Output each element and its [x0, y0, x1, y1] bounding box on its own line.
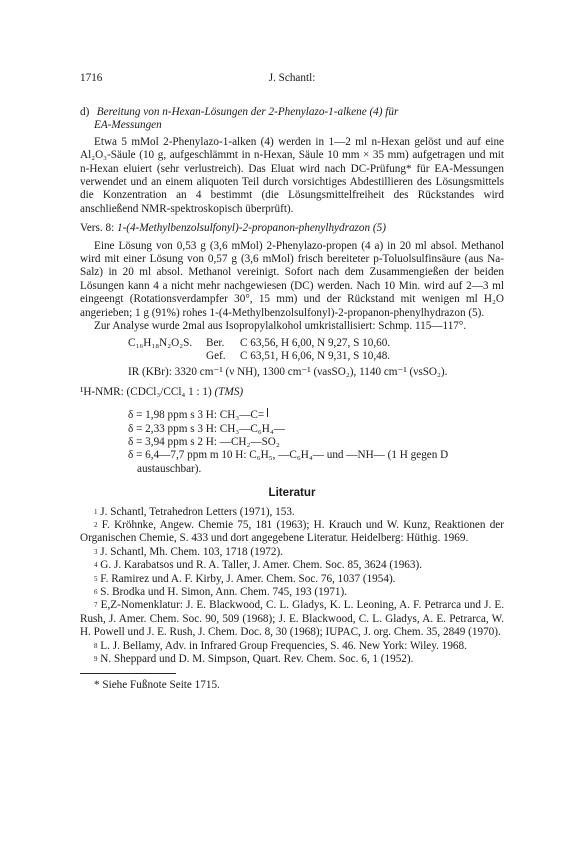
section-d-heading	[80, 106, 504, 133]
ir-data: IR (KBr): 3320 cm⁻¹ (ν NH), 1300 cm⁻¹ (νasSO₂), 1140 cm⁻¹ (νsSO₂).	[128, 366, 448, 379]
reference-item	[80, 546, 504, 559]
reference-text: S. Brodka und H. Simon, Ann. Chem. 745, 193 (1971).	[100, 586, 348, 598]
gef-label: Gef.	[206, 349, 226, 362]
journal-page	[80, 72, 504, 693]
footnote-divider	[80, 673, 176, 674]
running-head-author: J. Schantl:	[268, 72, 316, 84]
reference-item	[80, 586, 504, 599]
reference-text: J. Schantl, Mh. Chem. 103, 1718 (1972).	[100, 545, 284, 558]
nmr-shift-list	[80, 409, 504, 476]
nmr-line-1-text: δ = 1,98 ppm s 3 H: CH₃—C=	[128, 409, 265, 422]
nmr-reference: (TMS)	[214, 385, 244, 398]
reference-list	[80, 506, 504, 667]
reference-item	[80, 506, 504, 519]
ber-values: C 63,56, H 6,00, N 9,27, S 10,60.	[240, 336, 391, 349]
reference-item	[80, 599, 504, 639]
nmr-line-3: δ = 3,94 ppm s 2 H: —CH₂—SO₂	[128, 435, 280, 448]
reference-text: L. J. Bellamy, Adv. in Infrared Group Frequencies, S. 46. New York: Wiley. 1968.	[100, 639, 467, 652]
reference-text: G. J. Karabatsos und R. A. Taller, J. Amer. Chem. Soc. 85, 3624 (1963).	[100, 559, 423, 572]
nmr-line-1	[128, 409, 504, 422]
molecular-formula: C₁₆H₁₈N₂O₂S.	[128, 336, 193, 349]
reference-number: 6	[94, 588, 98, 596]
section-d-title: Bereitung von n-Hexan-Lösungen der 2-Phenylazo-1-alkene (4) für	[96, 106, 399, 118]
section-d-label: d)	[80, 106, 90, 118]
nmr-line-2: δ = 2,33 ppm s 3 H: CH₃—C₆H₄—	[128, 422, 285, 435]
reference-number: 2	[94, 520, 98, 529]
analysis-calculated-row	[128, 337, 504, 350]
footnote: * Siehe Fußnote Seite 1715.	[94, 679, 220, 692]
reference-item	[80, 653, 504, 666]
vers8-heading	[80, 222, 504, 235]
reference-text: E,Z-Nomenklatur: J. E. Blackwood, C. L. Gladys, K. L. Leoning, A. F. Petrarca und J. E. Rush, J. Amer. Chem. Soc. 90, 509 (1968); J. E. Blackwood, C. L. Gladys, A. E. Petrarca, W. H. Powell und J. E. Rush, J. Chem. Doc. 8, 30 (1968); IUPAC, J. org. Chem. 35, 2849 (1970).	[80, 599, 505, 639]
reference-number: 5	[94, 574, 98, 583]
reference-number: 4	[94, 561, 98, 570]
reference-text: F. Ramirez und A. F. Kirby, J. Amer. Chem. Soc. 76, 1037 (1954).	[100, 572, 396, 585]
gef-values: C 63,51, H 6,06, N 9,31, S 10,48.	[240, 349, 391, 362]
section-d-body: Etwa 5 mMol 2-Phenylazo-1-alken (4) werden in 1—2 ml n-Hexan gelöst und auf eine Al₂O₃-Säule (10 g, aufgeschlämmt in n-Hexan, Säule 10 mm × 35 mm) aufgetragen und mit n-Hexan eluiert (sehr verlustreich). Das Eluat wird nach DC-Prüfung* für EA-Messungen verwendet und an einem aliquoten Teil durch vorsichtiges Abdestillieren des Lösungsmittels die Konzentration an 4 bestimmt (die Lösungsmittelfreiheit des Rückstandes wird anschließend NMR-spektroskopisch überprüft).	[80, 135, 504, 215]
reference-item	[80, 573, 504, 586]
reference-number: 8	[94, 641, 98, 650]
nmr-line-4-cont: austauschbar).	[137, 462, 202, 475]
reference-number: 1	[94, 507, 98, 516]
literatur-heading: Literatur	[268, 486, 316, 500]
reference-text: F. Kröhnke, Angew. Chemie 75, 181 (1963); H. Krauch und W. Kunz, Reaktionen der Organischen Chemie, S. 433 und dort angegebene Literatur. Heidelberg: Hüthig. 1969.	[80, 518, 505, 545]
reference-number: 3	[94, 547, 98, 556]
nmr-heading	[80, 386, 504, 399]
nmr-solvent: ¹H-NMR: (CDCl₃/CCl₄ 1 : 1)	[80, 385, 212, 398]
analysis-found-row	[128, 350, 504, 363]
reference-text: J. Schantl, Tetrahedron Letters (1971), 153.	[100, 505, 295, 518]
ber-label: Ber.	[206, 336, 225, 349]
page-header	[80, 72, 504, 86]
vers8-label: Vers. 8:	[80, 222, 115, 235]
nmr-line-4: δ = 6,4—7,7 ppm m 10 H: C₆H₅, —C₆H₄— und —NH— (1 H gegen D	[128, 449, 449, 462]
page-number: 1716	[80, 72, 103, 84]
reference-text: N. Sheppard und D. M. Simpson, Quart. Rev. Chem. Soc. 6, 1 (1952).	[100, 653, 414, 666]
vers8-body: Eine Lösung von 0,53 g (3,6 mMol) 2-Phenylazo-propen (4 a) in 20 ml absol. Methanol wird mit einer Lösung von 0,57 g (3,6 mMol) frisch bereiteter p-Toluolsulfinsäure (aus Na-Salz) in 20 ml absol. Methanol vereinigt. Sofort nach dem Zusammengießen der beiden Lösungen kann 4 a nicht mehr nachgewiesen (DC) werden. Nach 10 Min. wird auf 2—3 ml eingeengt (Rotationsverdampfer 30°, 15 mm) und der Rückstand mit wenigen ml H₂O angerieben; 1 g (91%) rohes 1-(4-Methylbenzolsulfonyl)-2-propanon-phenylhydrazon (5).	[80, 239, 504, 319]
reference-item	[80, 519, 504, 546]
reference-number: 7	[94, 601, 98, 610]
reference-number: 9	[94, 655, 98, 664]
vers8-analysis: Zur Analyse wurde 2mal aus Isopropylalkohol umkristallisiert: Schmp. 115—117°.	[94, 320, 467, 333]
reference-item	[80, 559, 504, 572]
elemental-analysis	[80, 337, 504, 364]
section-d-title-cont: EA-Messungen	[94, 119, 162, 132]
vers8-title: 1-(4-Methylbenzolsulfonyl)-2-propanon-phenylhydrazon (5)	[116, 222, 386, 235]
reference-item	[80, 640, 504, 653]
